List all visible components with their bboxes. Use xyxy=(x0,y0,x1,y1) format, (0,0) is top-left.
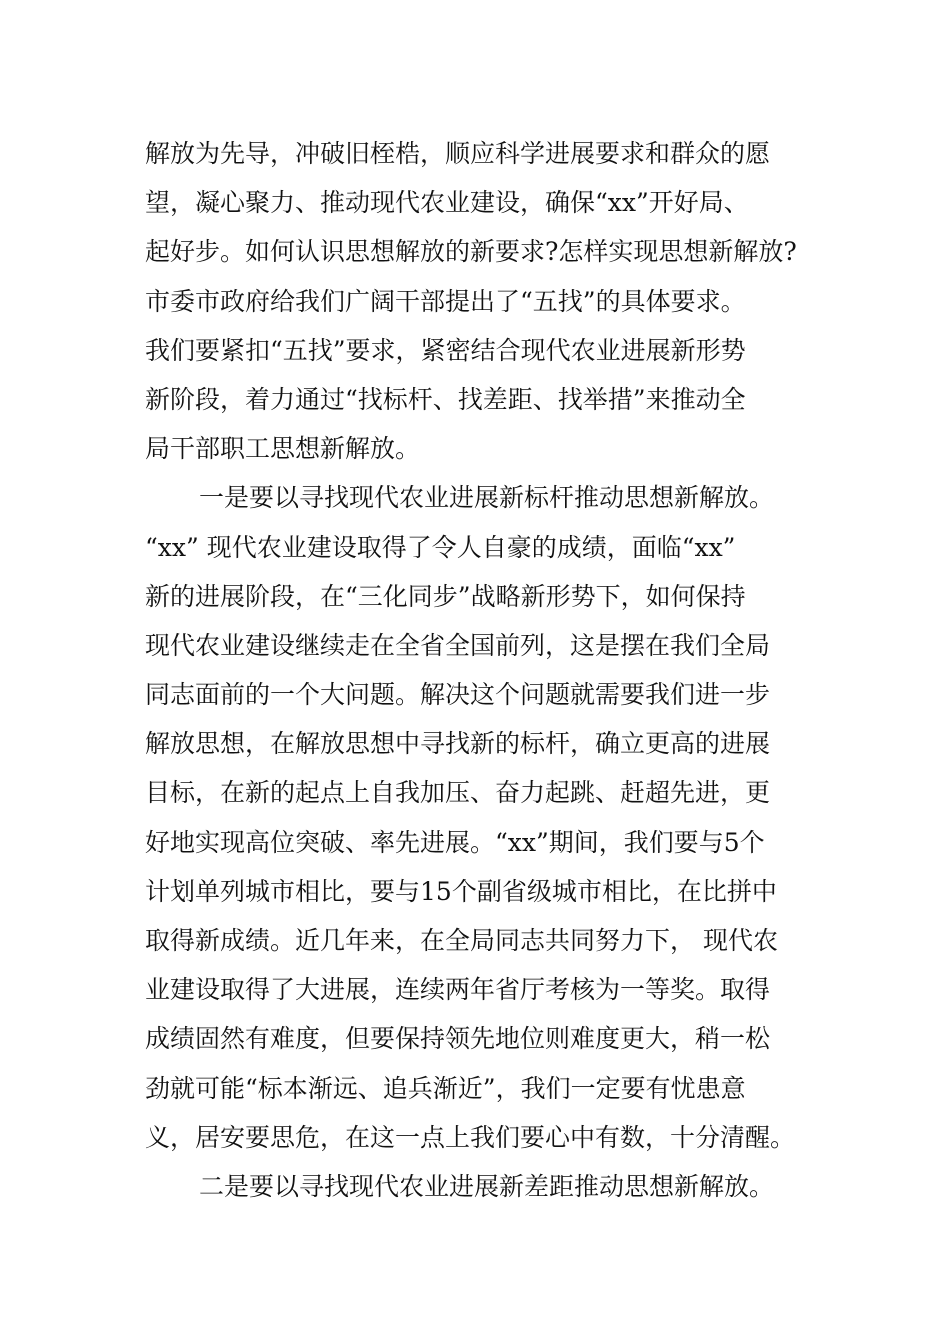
text-line: 取得新成绩。近几年来，在全局同志共同努力下， 现代农 xyxy=(145,926,778,955)
text-line: 新的进展阶段，在“三化同步”战略新形势下，如何保持 xyxy=(145,581,746,611)
text-line: 望，凝心聚力、推动现代农业建设，确保“xx”开好局、 xyxy=(145,188,749,218)
text-line: 我们要紧扣“五找”要求，紧密结合现代农业进展新形势 xyxy=(145,335,746,365)
text-line: 义，居安要思危，在这一点上我们要心中有数，十分清醒。 xyxy=(145,1122,796,1152)
paragraph-first-line: 一是要以寻找现代农业进展新标杆推动思想新解放。 xyxy=(199,483,775,513)
text-line: 新阶段，着力通过“找标杆、找差距、找举措”来推动全 xyxy=(145,384,746,414)
text-line: 解放为先导，冲破旧桎梏，顺应科学进展要求和群众的愿 xyxy=(145,139,771,168)
text-line: 解放思想，在解放思想中寻找新的标杆，确立更高的进展 xyxy=(145,729,771,759)
text-line: 好地实现高位突破、率先进展。“xx”期间，我们要与5个 xyxy=(145,827,765,857)
text-line: 局干部职工思想新解放。 xyxy=(145,434,421,464)
text-line: 市委市政府给我们广阔干部提出了“五找”的具体要求。 xyxy=(145,286,746,316)
text-line: 起好步。如何认识思想解放的新要求?怎样实现思想新解放? xyxy=(145,237,797,267)
text-line: 成绩固然有难度，但要保持领先地位则难度更大，稍一松 xyxy=(145,1024,771,1054)
text-line: 同志面前的一个大问题。解决这个问题就需要我们进一步 xyxy=(145,680,771,710)
text-line: “xx” 现代农业建设取得了令人自豪的成绩，面临“xx” xyxy=(145,532,736,562)
text-line: 业建设取得了大进展，连续两年省厅考核为一等奖。取得 xyxy=(145,975,771,1005)
text-line: 计划单列城市相比，要与15个副省级城市相比，在比拼中 xyxy=(145,876,777,906)
paragraph-first-line: 二是要以寻找现代农业进展新差距推动思想新解放。 xyxy=(199,1171,775,1201)
text-line: 目标，在新的起点上自我加压、奋力起跳、赶超先进，更 xyxy=(145,778,771,808)
body-text xyxy=(145,129,845,1211)
text-line: 劲就可能“标本渐远、追兵渐近”，我们一定要有忧患意 xyxy=(145,1073,746,1103)
text-line: 现代农业建设继续走在全省全国前列，这是摆在我们全局 xyxy=(145,630,771,660)
